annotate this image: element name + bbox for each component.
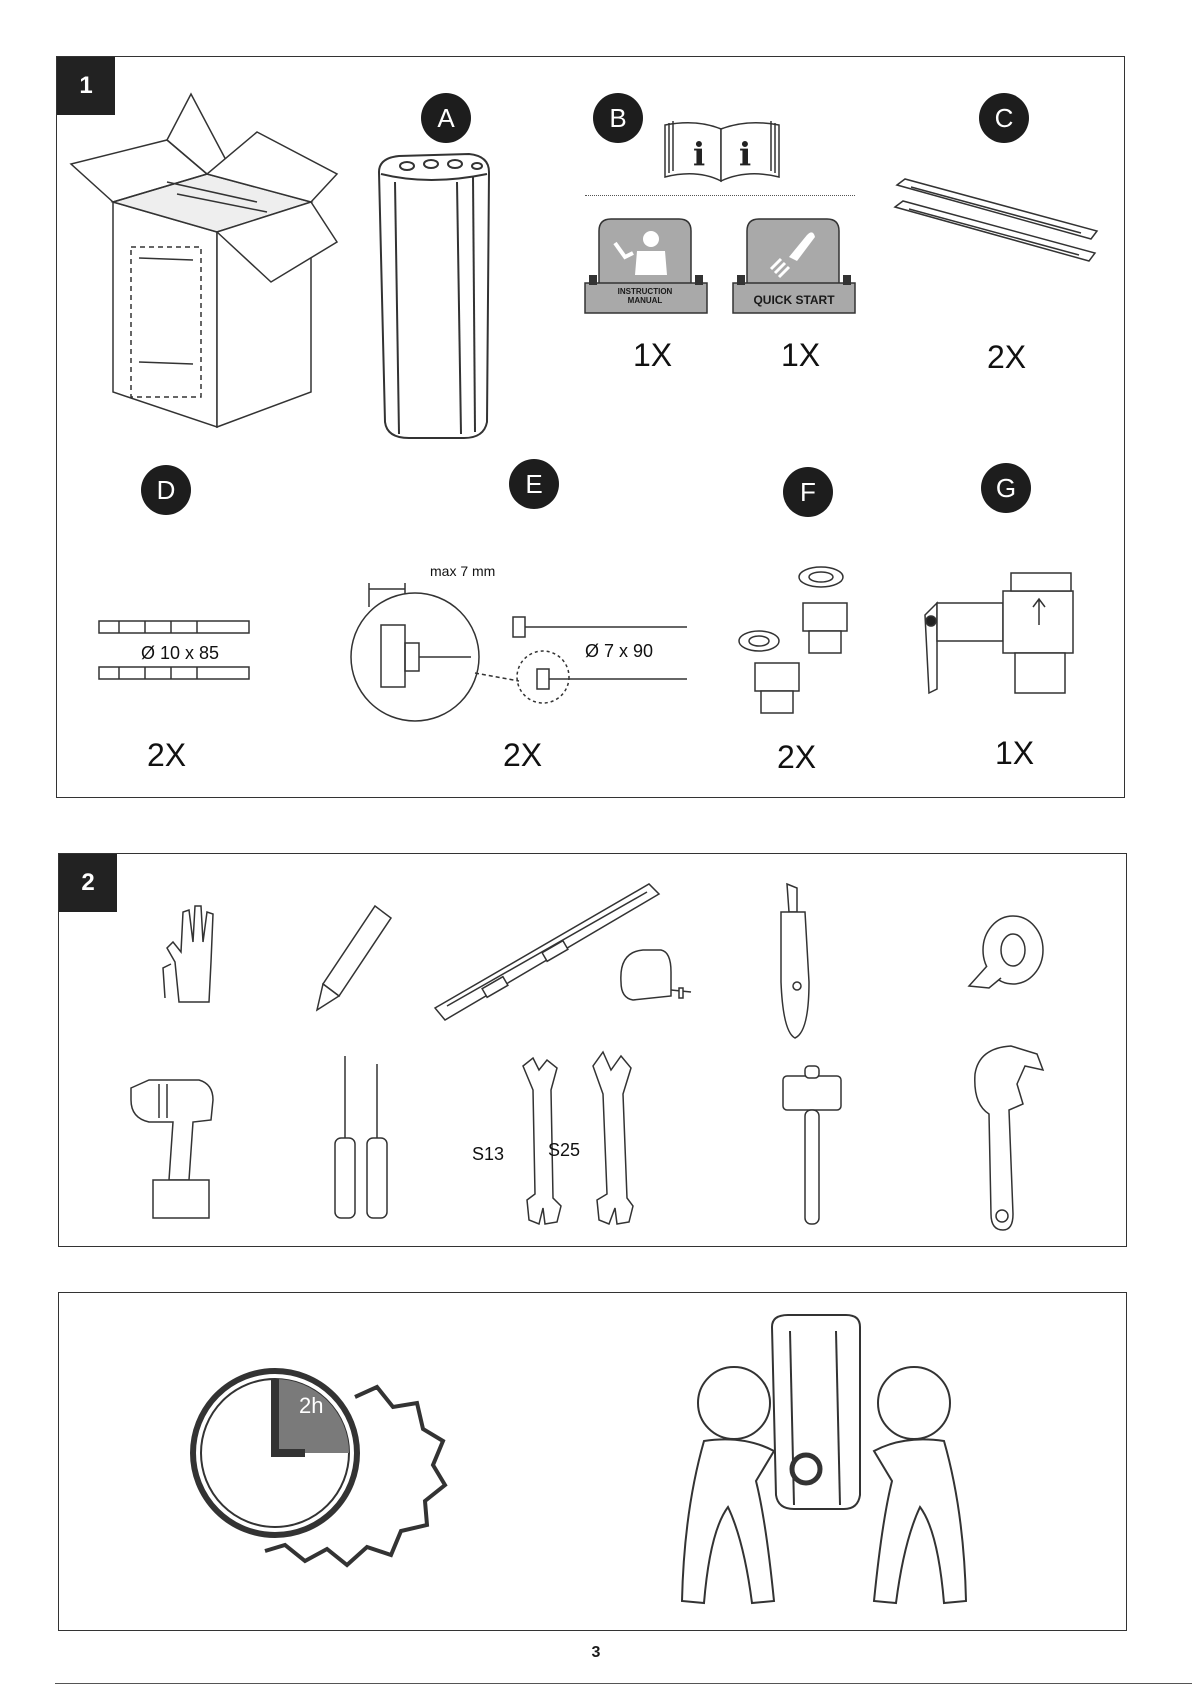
wrench-label-s13: S13 bbox=[472, 1144, 505, 1164]
instruction-manual-label: INSTRUCTION MANUAL bbox=[617, 287, 673, 305]
qty-brackets: 2X bbox=[987, 339, 1027, 375]
water-heater-unit bbox=[369, 152, 499, 442]
safety-valve bbox=[915, 569, 1095, 699]
time-label: 2h bbox=[299, 1393, 324, 1418]
utility-knife-icon bbox=[771, 882, 821, 1042]
hammer-icon bbox=[779, 1060, 859, 1230]
screw-dimension: Ø 7 x 90 bbox=[585, 641, 654, 661]
tape-measure-icon bbox=[613, 942, 693, 1012]
step-badge-1: 1 bbox=[57, 57, 115, 115]
label-d: D bbox=[141, 465, 191, 515]
page-number: 3 bbox=[591, 1644, 601, 1661]
tape-roll-icon bbox=[967, 912, 1047, 992]
qty-screws: 2X bbox=[503, 737, 543, 773]
two-person-lift-icon bbox=[664, 1311, 984, 1621]
step-badge-2: 2 bbox=[59, 854, 117, 912]
fittings-and-gaskets bbox=[737, 563, 867, 723]
divider-dotted bbox=[585, 195, 855, 196]
label-g: G bbox=[981, 463, 1031, 513]
label-e: E bbox=[509, 459, 559, 509]
wrench-label-s25: S25 bbox=[548, 1140, 581, 1160]
adjustable-wrench-icon bbox=[969, 1044, 1049, 1234]
label-a: A bbox=[421, 93, 471, 143]
time-and-handling-panel bbox=[58, 1292, 1127, 1631]
label-b: B bbox=[593, 93, 643, 143]
svg-text:i: i bbox=[693, 135, 706, 173]
anchor-dimension: Ø 10 x 85 bbox=[141, 643, 220, 663]
instruction-manual-icon bbox=[585, 217, 707, 321]
qty-fittings: 2X bbox=[777, 739, 817, 775]
qty-quick-start: 1X bbox=[781, 337, 821, 373]
qty-valve: 1X bbox=[995, 735, 1035, 771]
tools-panel bbox=[58, 853, 1127, 1247]
cordless-drill-icon bbox=[129, 1070, 239, 1230]
open-book-info-icon bbox=[661, 115, 783, 185]
footer-rule bbox=[55, 1683, 1192, 1684]
label-f: F bbox=[783, 467, 833, 517]
installation-time-icon bbox=[195, 1355, 455, 1595]
screwdrivers-icon bbox=[321, 1054, 401, 1224]
max-gap-label: max 7 mm bbox=[430, 563, 496, 579]
quick-start-label: QUICK START bbox=[753, 293, 835, 307]
svg-text:i: i bbox=[739, 135, 752, 173]
gloves-icon bbox=[159, 902, 229, 1012]
box-illustration bbox=[67, 92, 337, 432]
parts-panel bbox=[56, 56, 1125, 798]
label-c: C bbox=[979, 93, 1029, 143]
pencil-icon bbox=[315, 904, 395, 1014]
qty-instruction-manual: 1X bbox=[633, 337, 673, 373]
mounting-brackets bbox=[891, 177, 1106, 287]
qty-anchors: 2X bbox=[147, 737, 187, 773]
